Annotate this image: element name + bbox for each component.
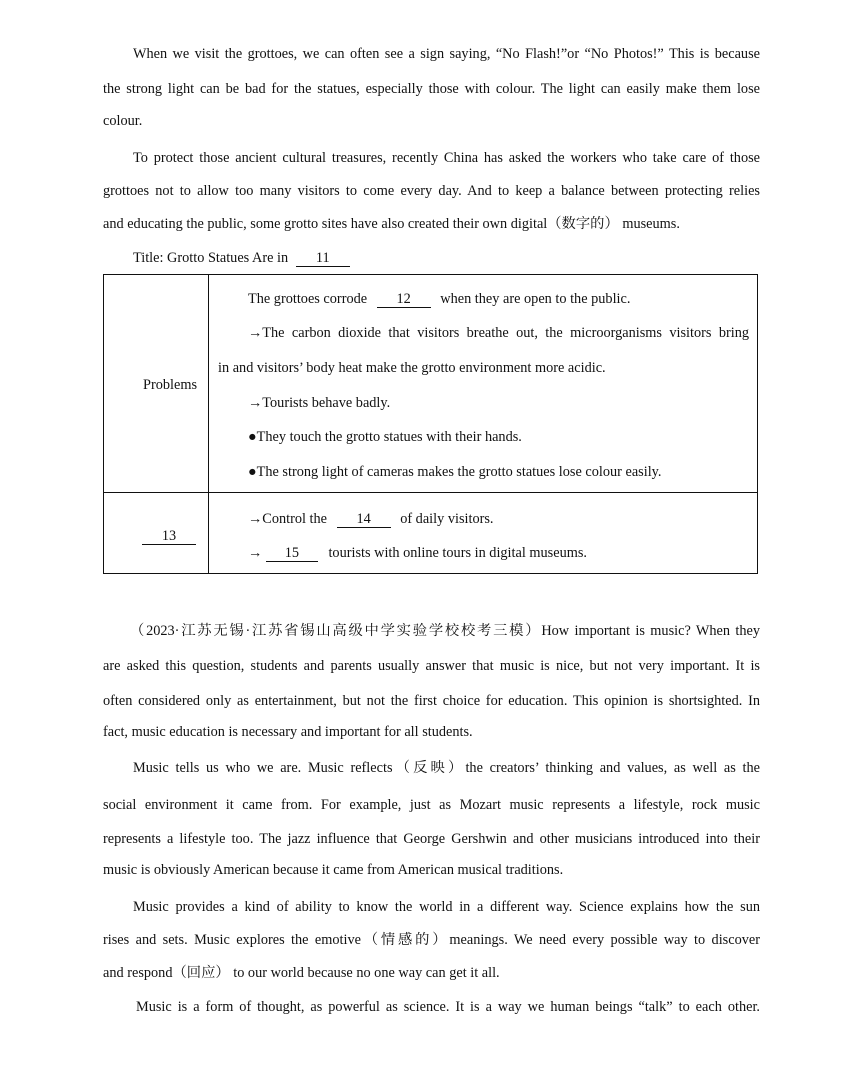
table-line: →The carbon dioxide that visitors breathe out, the microorganisms visitors bring bbox=[248, 325, 749, 341]
paragraph-line: the strong light can be bad for the statues, especially those with colour. The light can easily make them lose bbox=[103, 81, 760, 97]
paragraph-line: often considered only as entertainment, but not the first choice for education. This opinion is shortsighted. In bbox=[103, 693, 760, 709]
blank-11: 11 bbox=[296, 251, 350, 267]
paragraph-line: and educating the public, some grotto sites have also created their own digital（数字的） museums. bbox=[103, 216, 680, 232]
paragraph-line: Music is a form of thought, as powerful as science. It is a way we human beings “talk” to each other. bbox=[136, 999, 760, 1015]
paragraph-line: represents a lifestyle too. The jazz influence that George Gershwin and other musicians introduced into their bbox=[103, 831, 760, 847]
paragraph-line: music is obviously American because it came from American musical traditions. bbox=[103, 862, 564, 878]
table-divider-vertical bbox=[208, 274, 209, 574]
table-text: when they are open to the public. bbox=[440, 291, 631, 307]
table-line: ●The strong light of cameras makes the grotto statues lose colour easily. bbox=[248, 464, 662, 480]
row-label-problems: Problems bbox=[143, 377, 198, 393]
table-divider-horizontal bbox=[103, 492, 758, 493]
paragraph-line: colour. bbox=[103, 113, 143, 129]
table-text: The grottoes corrode bbox=[248, 291, 368, 307]
paragraph-line: （2023·江苏无锡·江苏省锡山高级中学实验学校校考三模）How important is music? When they bbox=[130, 623, 760, 639]
table-line bbox=[248, 510, 494, 528]
paragraph-line: fact, music education is necessary and important for all students. bbox=[103, 724, 473, 740]
row-label-13 bbox=[142, 527, 196, 545]
table-line: →Tourists behave badly. bbox=[248, 395, 391, 411]
paragraph-line: grottoes not to allow too many visitors to come every day. And to keep a balance between protecting relies bbox=[103, 183, 760, 199]
paragraph-line: Music tells us who we are. Music reflects（反映）the creators’ thinking and values, as well as the bbox=[133, 760, 760, 776]
table-line bbox=[248, 544, 587, 562]
paragraph-line: Music provides a kind of ability to know the world in a different way. Science explains how the sun bbox=[133, 899, 760, 915]
paragraph-line: When we visit the grottoes, we can often see a sign saying, “No Flash!”or “No Photos!” This is because bbox=[133, 46, 760, 62]
title-prefix: Title: Grotto Statues Are in bbox=[133, 250, 289, 266]
paragraph-line: and respond（回应） to our world because no one way can get it all. bbox=[103, 965, 500, 981]
summary-table bbox=[103, 274, 758, 574]
table-text: of daily visitors. bbox=[400, 511, 494, 527]
blank-12: 12 bbox=[377, 292, 431, 308]
table-text: →Control the bbox=[248, 511, 328, 527]
paragraph-line: social environment it came from. For example, just as Mozart music represents a lifestyle, rock music bbox=[103, 797, 760, 813]
blank-13: 13 bbox=[142, 529, 196, 545]
blank-15: 15 bbox=[266, 546, 318, 562]
table-line: in and visitors’ body heat make the grotto environment more acidic. bbox=[218, 360, 606, 376]
paragraph-line: are asked this question, students and parents usually answer that music is nice, but not very important. It is bbox=[103, 658, 760, 674]
title-line bbox=[133, 249, 760, 267]
blank-14: 14 bbox=[337, 512, 391, 528]
table-line: ●They touch the grotto statues with their hands. bbox=[248, 429, 522, 445]
table-line bbox=[248, 290, 630, 308]
paragraph-line: rises and sets. Music explores the emotive（情感的）meanings. We need every possible way to discover bbox=[103, 932, 760, 948]
table-text: → bbox=[248, 545, 263, 561]
table-text: tourists with online tours in digital museums. bbox=[328, 545, 587, 561]
paragraph-line: To protect those ancient cultural treasures, recently China has asked the workers who take care of those bbox=[133, 150, 760, 166]
